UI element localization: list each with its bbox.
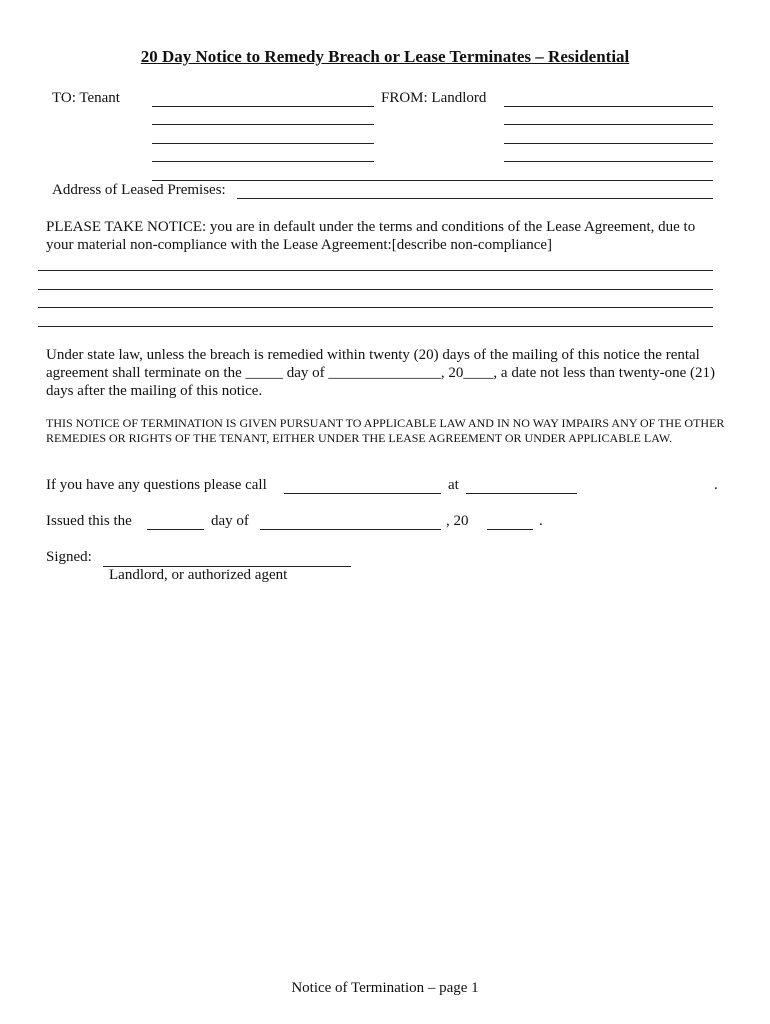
at-label: at <box>448 477 459 493</box>
non-compliance-line-2[interactable] <box>38 289 713 290</box>
non-compliance-line-3[interactable] <box>38 307 713 308</box>
address-field-line-2[interactable] <box>237 198 713 199</box>
landlord-name-field-4[interactable] <box>504 161 713 162</box>
address-label: Address of Leased Premises: <box>52 182 226 198</box>
issued-month-field[interactable] <box>260 529 441 530</box>
from-landlord-label: FROM: Landlord <box>381 90 487 106</box>
contact-phone-field[interactable] <box>466 493 577 494</box>
signer-caption: Landlord, or authorized agent <box>109 567 288 583</box>
issued-period: . <box>539 513 543 529</box>
landlord-name-field-1[interactable] <box>504 106 713 107</box>
issued-year-field[interactable] <box>487 529 533 530</box>
questions-label: If you have any questions please call <box>46 477 267 493</box>
contact-name-field[interactable] <box>284 493 441 494</box>
tenant-name-field-4[interactable] <box>152 161 374 162</box>
document-title: 20 Day Notice to Remedy Breach or Lease Terminates – Residential <box>140 47 630 66</box>
non-compliance-line-4[interactable] <box>38 326 713 327</box>
address-field-line-1[interactable] <box>152 180 713 181</box>
signed-label: Signed: <box>46 549 92 565</box>
issued-day-field[interactable] <box>147 529 204 530</box>
landlord-name-field-2[interactable] <box>504 124 713 125</box>
to-tenant-label: TO: Tenant <box>52 90 120 106</box>
tenant-name-field-2[interactable] <box>152 124 374 125</box>
day-of-label: day of <box>211 513 249 529</box>
tenant-name-field-1[interactable] <box>152 106 374 107</box>
termination-caps-notice: THIS NOTICE OF TERMINATION IS GIVEN PURSUANT TO APPLICABLE LAW AND IN NO WAY IMPAIRS ANY OF THE OTHER REMEDIES OR RIGHTS OF THE TENANT, EITHER UNDER THE LEASE AGREEMENT OR UNDER APPLICABLE LAW. <box>46 416 725 445</box>
year-prefix: , 20 <box>446 513 469 529</box>
page-footer: Notice of Termination – page 1 <box>291 980 479 996</box>
non-compliance-line-1[interactable] <box>38 270 713 271</box>
notice-paragraph: PLEASE TAKE NOTICE: you are in default under the terms and conditions of the Lease Agreement, due to your material non-compliance with the Lease Agreement:[describe non-compliance] <box>46 219 696 253</box>
landlord-name-field-3[interactable] <box>504 143 713 144</box>
state-law-paragraph: Under state law, unless the breach is remedied within twenty (20) days of the mailing of this notice the rental agreement shall terminate on the _____ day of _______________, 20____, a date not less than twenty-one (21) days after the mailing of this notice. <box>46 347 716 399</box>
questions-period: . <box>714 477 718 493</box>
tenant-name-field-3[interactable] <box>152 143 374 144</box>
issued-label: Issued this the <box>46 513 132 529</box>
